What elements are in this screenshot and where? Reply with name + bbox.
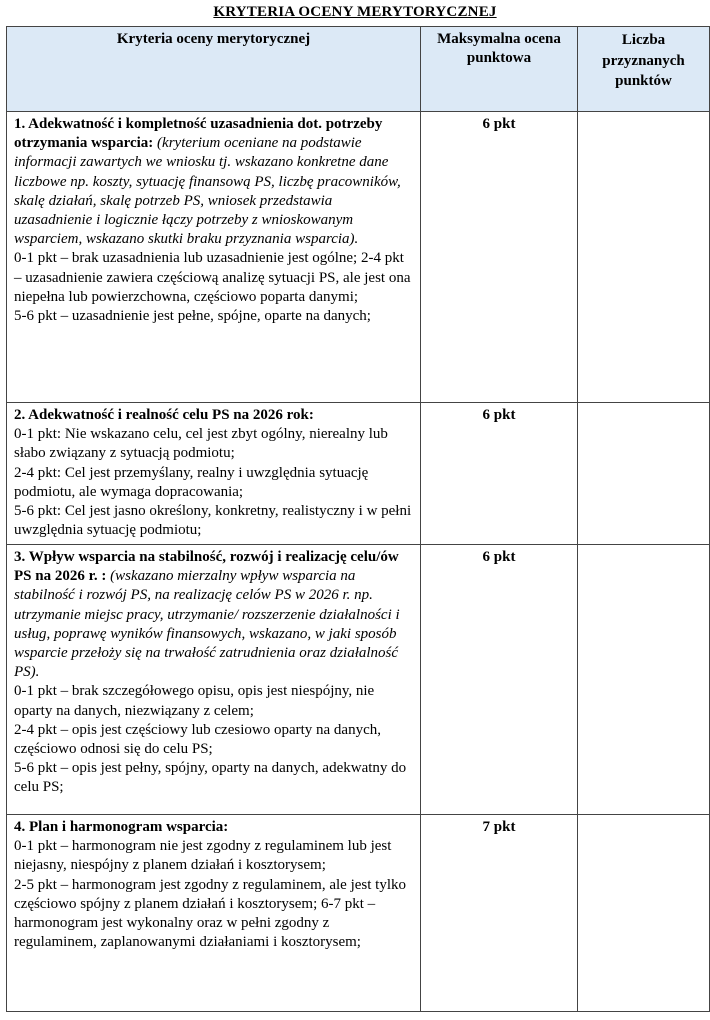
- header-awarded-points: Liczba przyznanych punktów: [578, 27, 710, 112]
- criterion-title: 1. Adekwatność i kompletność uzasadnienia dot. potrzeby otrzymania wsparcia:: [14, 116, 383, 152]
- scoring-line: 0-1 pkt – brak uzasadnienia lub uzasadnienie jest ogólne; 2-4 pkt – uzasadnienie zawiera częściową analizę sytuacji PS, ale jest ona niepełna lub powierzchowna, częściowo poparta danymi;: [14, 250, 411, 305]
- criterion-cell: [7, 815, 421, 1012]
- scoring-line: 0-1 pkt – brak szczegółowego opisu, opis jest niespójny, nie oparty na danych, niezwiązany z celem;: [14, 683, 375, 719]
- header-criteria: Kryteria oceny merytorycznej: [7, 27, 421, 112]
- criterion-title: 4. Plan i harmonogram wsparcia:: [14, 819, 229, 835]
- awarded-points-cell[interactable]: [578, 403, 710, 545]
- table-row: [7, 403, 710, 545]
- awarded-points-cell[interactable]: [578, 112, 710, 403]
- scoring-line: 0-1 pkt – harmonogram nie jest zgodny z regulaminem lub jest niejasny, niespójny z planem działań i kosztorysem;: [14, 838, 392, 874]
- criteria-table: [6, 26, 710, 1012]
- header-max-score: Maksymalna ocena punktowa: [421, 27, 578, 112]
- header-row: [7, 27, 710, 112]
- table-row: [7, 545, 710, 815]
- max-points-cell: 6 pkt: [421, 545, 578, 815]
- criterion-title: 2. Adekwatność i realność celu PS na 2026 rok:: [14, 407, 314, 423]
- max-points-cell: 6 pkt: [421, 403, 578, 545]
- max-points-cell: 7 pkt: [421, 815, 578, 1012]
- awarded-points-cell[interactable]: [578, 815, 710, 1012]
- document-title: KRYTERIA OCENY MERYTORYCZNEJ: [213, 4, 497, 20]
- scoring-line: 5-6 pkt: Cel jest jasno określony, konkretny, realistyczny i w pełni uwzględnia sytuację podmiotu;: [14, 503, 412, 539]
- criterion-description: (wskazano mierzalny wpływ wsparcia na stabilność i rozwój PS, na realizację celów PS w 2026 r. np. utrzymanie miejsc pracy, utrzymanie/ rozszerzenie działalności i usług, poprawę wyników finansowych, wskazano, w jaki sposób wsparcie przełoży się na trwałość zatrudnienia oraz działalność PS).: [14, 568, 400, 681]
- scoring-line: 2-4 pkt – opis jest częściowy lub czesiowo oparty na danych, częściowo odnosi się do celu PS;: [14, 721, 381, 758]
- scoring-line: 5-6 pkt – uzasadnienie jest pełne, spójne, oparte na danych;: [14, 308, 371, 325]
- criterion-title: 3. Wpływ wsparcia na stabilność, rozwój i realizację celu/ów PS na 2026 r. :: [14, 549, 399, 585]
- max-points-cell: 6 pkt: [421, 112, 578, 403]
- scoring-line: 5-6 pkt – opis jest pełny, spójny, oparty na danych, adekwatny do celu PS;: [14, 760, 407, 796]
- scoring-line: 0-1 pkt: Nie wskazano celu, cel jest zbyt ogólny, nierealny lub słabo związany z sytuacją podmiotu;: [14, 426, 388, 462]
- table-row: [7, 815, 710, 1012]
- awarded-points-cell[interactable]: [578, 545, 710, 815]
- table-row: [7, 112, 710, 403]
- criterion-description: (kryterium oceniane na podstawie informacji zawartych we wniosku tj. wskazano konkretne dane liczbowe np. koszty, sytuację finansową PS, liczbę pracowników, skalę działań, skalę potrzeb PS, wniosek przedstawia uzasadnienie i logicznie łączy potrzeby z wnioskowanym wsparciem, wskazano skutki braku przyznania wsparcia).: [14, 135, 401, 248]
- criterion-cell: [7, 403, 421, 545]
- scoring-line: 2-4 pkt: Cel jest przemyślany, realny i uwzględnia sytuację podmiotu, ale wymaga dopracowania;: [14, 464, 369, 500]
- scoring-line: 2-5 pkt – harmonogram jest zgodny z regulaminem, ale jest tylko częściowo spójny z planem działań i kosztorysem; 6-7 pkt – harmonogram jest wykonalny oraz w pełni zgodny z regulaminem, zaplanowanymi działaniami i kosztorysem;: [14, 876, 406, 951]
- criterion-cell: [7, 545, 421, 815]
- criterion-cell: [7, 112, 421, 403]
